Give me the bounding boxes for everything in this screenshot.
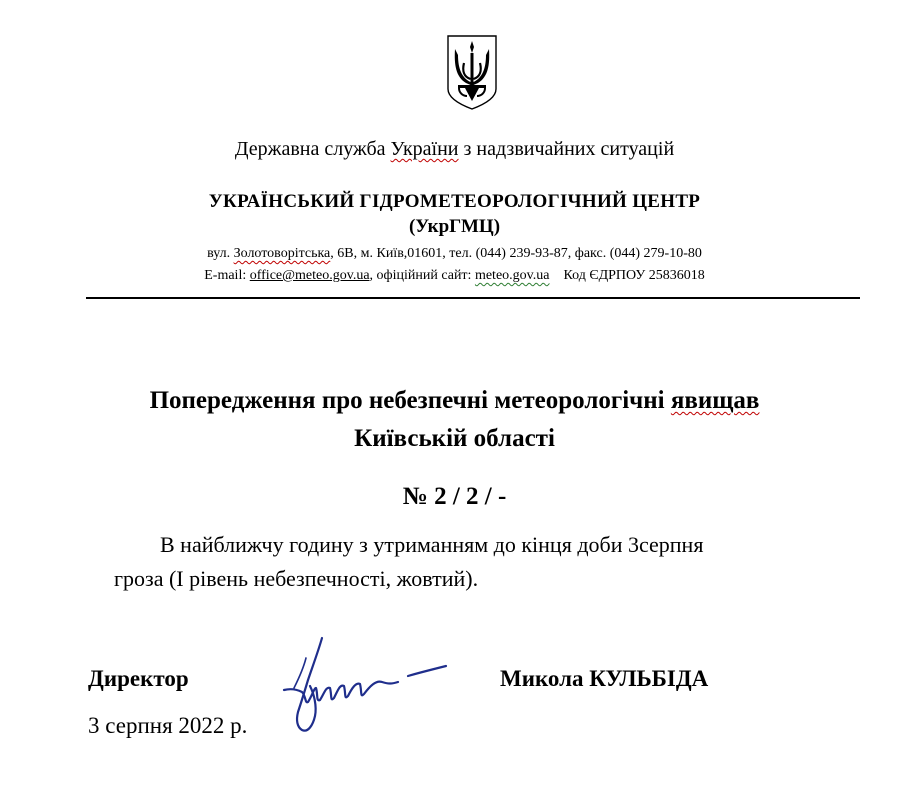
center-abbr: (УкрГМЦ) bbox=[408, 216, 501, 237]
site-link[interactable]: meteo.gov.ua bbox=[474, 268, 550, 283]
signer-name: Микола КУЛЬБІДА bbox=[500, 666, 709, 691]
header-divider bbox=[86, 297, 860, 299]
service-name: Державна служба України з надзвичайних ситуацій bbox=[234, 138, 675, 160]
edrpou-code: Код ЄДРПОУ 25836018 bbox=[563, 268, 705, 283]
signer-position: Директор bbox=[88, 666, 189, 691]
handwritten-signature bbox=[278, 630, 456, 742]
notice-body-line-2: гроза (І рівень небезпечності, жовтий). bbox=[114, 566, 479, 591]
notice-body-line-1: В найближчу годину з утриманням до кінця доби 3серпня bbox=[160, 532, 704, 557]
notice-heading: Попередження про небезпечні метеорологічні явищав bbox=[149, 387, 760, 414]
trident-emblem-icon bbox=[445, 33, 499, 111]
notice-heading-region: Київській області bbox=[354, 425, 555, 452]
email-link[interactable]: office@meteo.gov.ua bbox=[249, 268, 370, 283]
center-title: УКРАЇНСЬКИЙ ГІДРОМЕТЕОРОЛОГІЧНИЙ ЦЕНТР bbox=[208, 191, 701, 212]
document-date: 3 серпня 2022 р. bbox=[88, 713, 248, 738]
contact-line: E-mail: office@meteo.gov.ua, офіційний сайт: meteo.gov.ua Код ЄДРПОУ 25836018 bbox=[204, 268, 705, 283]
notice-number: № 2 / 2 / - bbox=[402, 483, 507, 510]
address-line: вул. Золотоворітська, 6В, м. Київ,01601, тел. (044) 239-93-87, факс. (044) 279-10-80 bbox=[207, 246, 702, 261]
